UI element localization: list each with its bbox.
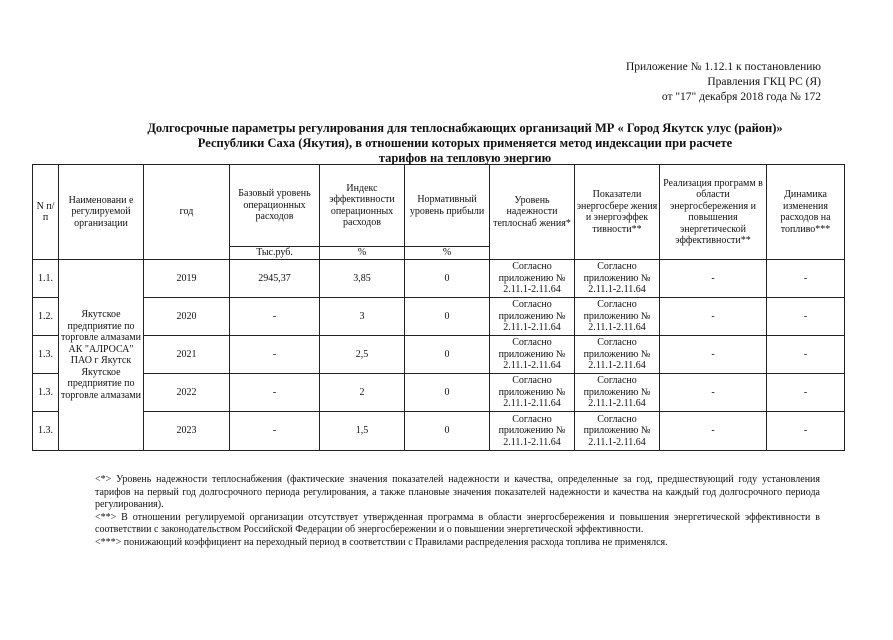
cell-n: 1.3.: [33, 412, 59, 451]
cell-fuel: -: [767, 412, 845, 451]
cell-year: 2022: [144, 374, 230, 412]
cell-reliability: Согласно приложению № 2.11.1-2.11.64: [490, 336, 575, 374]
cell-energy: Согласно приложению № 2.11.1-2.11.64: [575, 298, 660, 336]
title-line-1: Долгосрочные параметры регулирования для теплоснабжающих организаций МР « Город Якутск улус (район)»: [147, 121, 783, 135]
appendix-reference: [626, 60, 821, 105]
header-profit: Нормативный уровень прибыли: [405, 165, 490, 247]
cell-year: 2020: [144, 298, 230, 336]
cell-programs: -: [660, 336, 767, 374]
appendix-line-3: от "17" декабря 2018 года № 172: [661, 91, 821, 103]
table-row: [33, 260, 845, 298]
cell-fuel: -: [767, 374, 845, 412]
cell-programs: -: [660, 374, 767, 412]
cell-index: 2,5: [320, 336, 405, 374]
cell-reliability: Согласно приложению № 2.11.1-2.11.64: [490, 260, 575, 298]
footnote-fuel: <***> понижающий коэффициент на переходный период в соответствии с Правилами распределения расхода топлива не применялся.: [95, 536, 668, 548]
cell-base: 2945,37: [230, 260, 320, 298]
table-row: [33, 336, 845, 374]
cell-base: -: [230, 374, 320, 412]
table-row: [33, 412, 845, 451]
cell-profit: 0: [405, 374, 490, 412]
header-n: N п/п: [33, 165, 59, 260]
table-row: [33, 374, 845, 412]
unit-index: %: [320, 247, 405, 260]
title-line-3: тарифов на тепловую энергию: [378, 151, 552, 165]
cell-org-name: Якутское предприятие по торговле алмазами АК "АЛРОСА" ПАО г Якутск Якутское предприятие по торговле алмазами: [59, 260, 144, 451]
cell-index: 3: [320, 298, 405, 336]
cell-year: 2021: [144, 336, 230, 374]
cell-energy: Согласно приложению № 2.11.1-2.11.64: [575, 260, 660, 298]
cell-n: 1.3.: [33, 336, 59, 374]
cell-index: 2: [320, 374, 405, 412]
cell-base: -: [230, 336, 320, 374]
cell-reliability: Согласно приложению № 2.11.1-2.11.64: [490, 374, 575, 412]
header-year: год: [144, 165, 230, 260]
header-programs: Реализация программ в области энергосбережения и повышения энергетической эффективности**: [660, 165, 767, 260]
title-line-2: Республики Саха (Якутия), в отношении которых применяется метод индексации при расчете: [197, 136, 733, 150]
cell-programs: -: [660, 260, 767, 298]
header-energy: Показатели энергосбере жения и энергоэффек тивности**: [575, 165, 660, 260]
cell-profit: 0: [405, 298, 490, 336]
cell-index: 1,5: [320, 412, 405, 451]
header-base: Базовый уровень операционных расходов: [230, 165, 320, 247]
cell-profit: 0: [405, 412, 490, 451]
header-reliability: Уровень надежности теплоснаб жения*: [490, 165, 575, 260]
cell-n: 1.2.: [33, 298, 59, 336]
cell-energy: Согласно приложению № 2.11.1-2.11.64: [575, 336, 660, 374]
document-title: [60, 121, 870, 166]
appendix-line-1: Приложение № 1.12.1 к постановлению: [625, 61, 821, 73]
cell-fuel: -: [767, 336, 845, 374]
header-fuel: Динамика изменения расходов на топливо***: [767, 165, 845, 260]
cell-profit: 0: [405, 336, 490, 374]
header-index: Индекс эффективности операционных расходов: [320, 165, 405, 247]
cell-index: 3,85: [320, 260, 405, 298]
footnote-energy-program: <**> В отношении регулируемой организации отсутствует утвержденная программа в области энергосбережения и повышения энергетической эффективности в соответствии с законодательством Российской Федерации об энергосбережении и о повышении энергетической эффективности.: [95, 511, 820, 535]
header-org: Наименовани е регулируемой организации: [59, 165, 144, 260]
cell-year: 2023: [144, 412, 230, 451]
unit-base: Тыс.руб.: [230, 247, 320, 260]
cell-programs: -: [660, 298, 767, 336]
cell-energy: Согласно приложению № 2.11.1-2.11.64: [575, 374, 660, 412]
cell-n: 1.1.: [33, 260, 59, 298]
cell-profit: 0: [405, 260, 490, 298]
appendix-line-2: Правления ГКЦ РС (Я): [707, 76, 821, 88]
parameters-table: [32, 164, 845, 451]
cell-reliability: Согласно приложению № 2.11.1-2.11.64: [490, 298, 575, 336]
cell-base: -: [230, 298, 320, 336]
cell-fuel: -: [767, 260, 845, 298]
footnotes: [95, 474, 820, 549]
cell-programs: -: [660, 412, 767, 451]
table-row: [33, 298, 845, 336]
cell-energy: Согласно приложению № 2.11.1-2.11.64: [575, 412, 660, 451]
cell-n: 1.3.: [33, 374, 59, 412]
cell-fuel: -: [767, 298, 845, 336]
header-row: [33, 165, 845, 247]
cell-reliability: Согласно приложению № 2.11.1-2.11.64: [490, 412, 575, 451]
cell-base: -: [230, 412, 320, 451]
footnote-reliability: <*> Уровень надежности теплоснабжения (фактические значения показателей надежности и качества, определенные за год, предшествующий году установления тарифов на первый год долгосрочного периода регулирования, а также плановые значения показателей надежности и качества на каждый год долгосрочного периода регулирования).: [95, 474, 820, 510]
unit-profit: %: [405, 247, 490, 260]
cell-year: 2019: [144, 260, 230, 298]
